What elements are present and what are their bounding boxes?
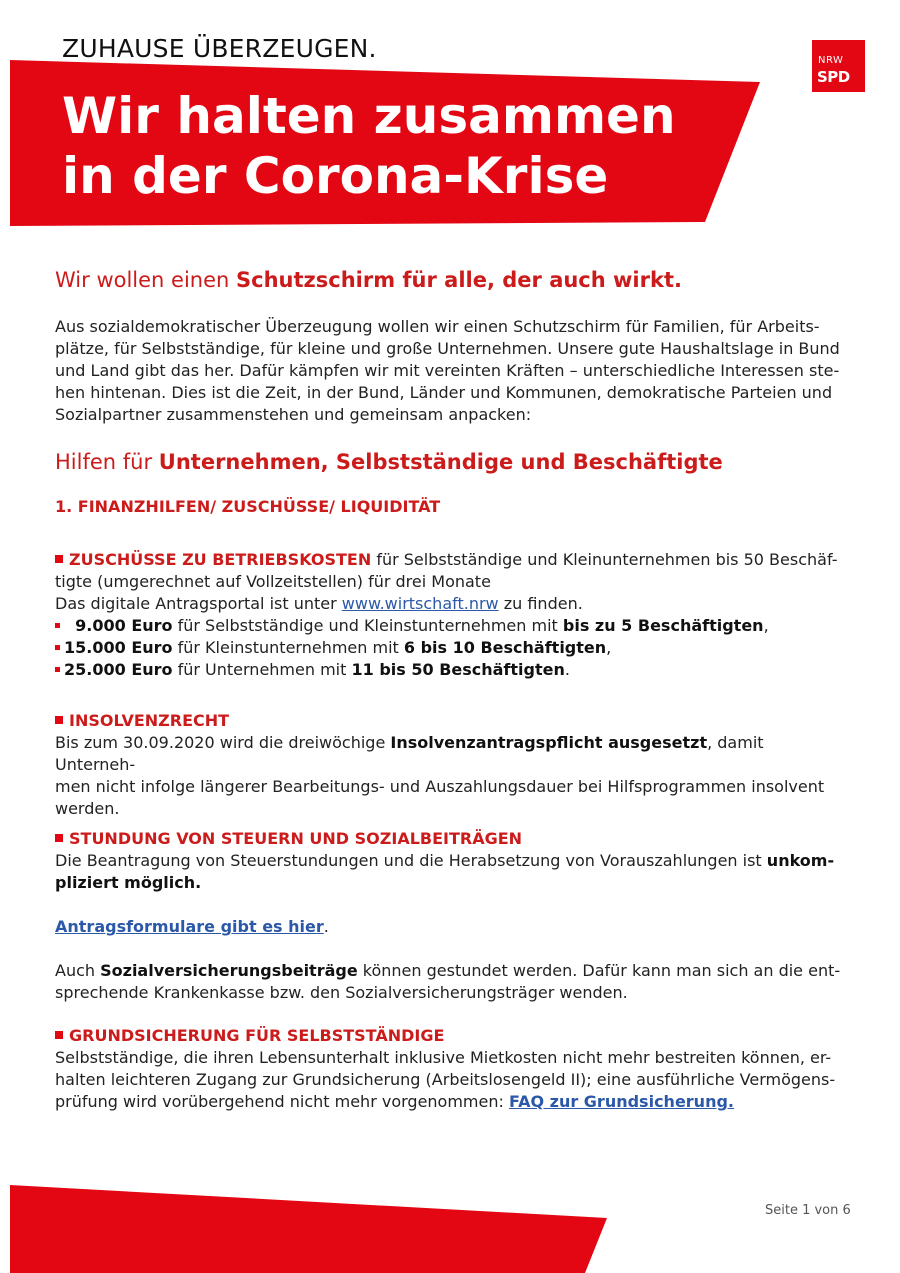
antragsformulare-line: Antragsformulare gibt es hier.	[55, 917, 329, 936]
intro-line: Sozialpartner zusammenstehen und gemeinsam anpacken:	[55, 405, 532, 424]
grundsicherung-block	[55, 1025, 845, 1113]
intro-heading-bold: Schutzschirm für alle, der auch wirkt.	[236, 268, 682, 292]
spd-logo	[812, 40, 865, 92]
section-finanzhilfen: 1. FINANZHILFEN/ ZUSCHÜSSE/ LIQUIDITÄT	[55, 497, 441, 516]
insolvenz-line-1: Bis zum 30.09.2020 wird die dreiwöchige Insolvenzantragspflicht ausgesetzt, damit Unterneh-	[55, 733, 764, 774]
intro-line: und Land gibt das her. Dafür kämpfen wir mit vereinten Kräften – unterschiedliche Interessen ste-	[55, 361, 840, 380]
bullet-icon	[55, 623, 60, 628]
portal-suffix: zu finden.	[498, 594, 583, 613]
grundsicherung-line-3: prüfung wird vorübergehend nicht mehr vorgenommen: FAQ zur Grundsicherung.	[55, 1092, 734, 1111]
insolvenz-title-line	[55, 710, 845, 732]
insolvenz-block	[55, 710, 845, 820]
square-bullet-icon	[55, 555, 63, 563]
stundung-title: STUNDUNG VON STEUERN UND SOZIALBEITRÄGEN	[69, 829, 523, 848]
stundung-line-2: pliziert möglich.	[55, 873, 202, 892]
list-item: 9.000 Euro für Selbstständige und Kleinstunternehmen mit bis zu 5 Beschäftigten,	[55, 615, 845, 637]
help-heading-bold: Unternehmen, Selbstständige und Beschäftigte	[158, 450, 723, 474]
zuschuesse-line-1	[55, 549, 845, 571]
page-number: Seite 1 von 6	[765, 1203, 851, 1218]
intro-line: plätze, für Selbstständige, für kleine und große Unternehmen. Unsere gute Haushaltslage in Bund	[55, 339, 840, 358]
intro-paragraph	[55, 316, 845, 426]
square-bullet-icon	[55, 1031, 63, 1039]
portal-prefix: Das digitale Antragsportal ist unter	[55, 594, 342, 613]
insolvenz-title: INSOLVENZRECHT	[69, 711, 230, 730]
grundsicherung-title: GRUNDSICHERUNG FÜR SELBSTSTÄNDIGE	[69, 1026, 445, 1045]
page-title	[62, 86, 676, 206]
stundung-line-3: Auch Sozialversicherungsbeiträge können gestundet werden. Dafür kann man sich an die ent-	[55, 961, 841, 980]
antragsformulare-link[interactable]: Antragsformulare gibt es hier	[55, 917, 324, 936]
zuschuesse-line-2: tigte (umgerechnet auf Vollzeitstellen) für drei Monate	[55, 572, 491, 591]
list-item: 15.000 Euro für Kleinstunternehmen mit 6 bis 10 Beschäftigten,	[55, 637, 845, 659]
logo-nrw-text: NRW	[818, 55, 844, 66]
help-heading-plain: Hilfen für	[55, 450, 159, 474]
intro-heading	[55, 268, 682, 292]
wirtschaft-nrw-link[interactable]: www.wirtschaft.nrw	[341, 594, 499, 613]
square-bullet-icon	[55, 834, 63, 842]
footer-banner	[0, 1180, 900, 1273]
zuschuesse-title: ZUSCHÜSSE ZU BETRIEBSKOSTEN	[69, 550, 372, 569]
help-heading	[55, 450, 723, 474]
portal-line	[55, 593, 845, 615]
headline-line-2: in der Corona-Krise	[62, 147, 609, 205]
stundung-block	[55, 828, 845, 1004]
zuschuesse-block	[55, 549, 845, 681]
headline-line-1: Wir halten zusammen	[62, 87, 676, 145]
grundsicherung-title-line	[55, 1025, 845, 1047]
insolvenz-line-2: men nicht infolge längerer Bearbeitungs- und Auszahlungsdauer bei Hilfsprogrammen insolvent	[55, 777, 825, 796]
square-bullet-icon	[55, 716, 63, 724]
intro-heading-plain: Wir wollen einen	[55, 268, 237, 292]
stundung-line-4: sprechende Krankenkasse bzw. den Sozialversicherungsträger wenden.	[55, 983, 628, 1002]
grundsicherung-line-2: halten leichteren Zugang zur Grundsicherung (Arbeitslosengeld II); eine ausführliche Vermögens-	[55, 1070, 836, 1089]
intro-line: Aus sozialdemokratischer Überzeugung wollen wir einen Schutzschirm für Familien, für Arbeits-	[55, 317, 820, 336]
zuschuesse-text: für Selbstständige und Kleinunternehmen bis 50 Beschäf-	[371, 550, 838, 569]
kicker-text: ZUHAUSE ÜBERZEUGEN.	[62, 34, 377, 63]
faq-grundsicherung-link[interactable]: FAQ zur Grundsicherung.	[508, 1092, 734, 1111]
insolvenz-line-3: werden.	[55, 799, 120, 818]
list-item: 25.000 Euro für Unternehmen mit 11 bis 50 Beschäftigten.	[55, 659, 845, 681]
amount-list	[55, 615, 845, 681]
logo-spd-text: SPD	[817, 68, 850, 86]
grundsicherung-line-1: Selbstständige, die ihren Lebensunterhalt inklusive Mietkosten nicht mehr bestreiten können, er-	[55, 1048, 832, 1067]
bullet-icon	[55, 667, 60, 672]
intro-line: hen hintenan. Dies ist die Zeit, in der Bund, Länder und Kommunen, demokratische Parteien und	[55, 383, 833, 402]
stundung-line-1: Die Beantragung von Steuerstundungen und die Herabsetzung von Vorauszahlungen ist unkom-	[55, 851, 835, 870]
bullet-icon	[55, 645, 60, 650]
stundung-title-line	[55, 828, 845, 850]
